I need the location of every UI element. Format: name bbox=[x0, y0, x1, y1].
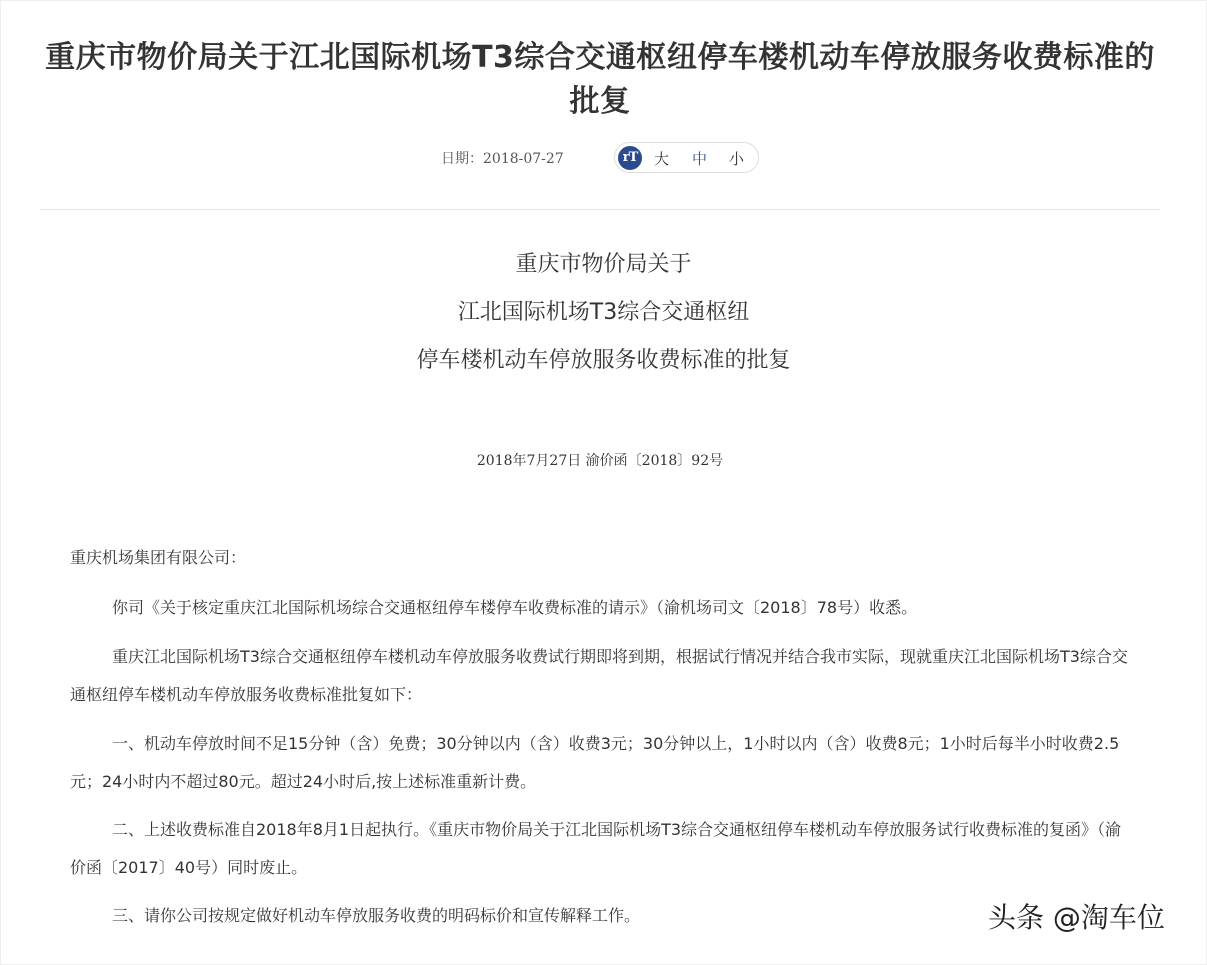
document-reference: 2018年7月27日 渝价函〔2018〕92号 bbox=[476, 453, 724, 469]
publish-date bbox=[441, 148, 564, 168]
doc-title-line-3: 停车楼机动车停放服务收费标准的批复 bbox=[416, 348, 791, 373]
body-paragraph-4: 二、上述收费标准自2018年8月1日起执行。《重庆市物价局关于江北国际机场T3综合交通枢纽停车楼机动车停放服务试行收费标准的复函》（渝价函〔2017〕40号）同时废止。 bbox=[70, 820, 1122, 877]
page-title: 重庆市物价局关于江北国际机场T3综合交通枢纽停车楼机动车停放服务收费标准的批复 bbox=[45, 40, 1155, 119]
header-divider bbox=[40, 209, 1160, 210]
font-size-control bbox=[614, 142, 759, 173]
date-value: 2018-07-27 bbox=[483, 151, 564, 167]
body-paragraph-1: 你司《关于核定重庆江北国际机场综合交通枢纽停车楼停车收费标准的请示》（渝机场司文〔2018〕78号）收悉。 bbox=[112, 598, 918, 617]
text-size-icon: rT bbox=[618, 146, 642, 170]
body-paragraph-2: 重庆江北国际机场T3综合交通枢纽停车楼机动车停放服务收费试行期即将到期，根据试行情况并结合我市实际，现就重庆江北国际机场T3综合交通枢纽停车楼机动车停放服务收费标准批复如下： bbox=[70, 647, 1128, 704]
doc-title-line-1: 重庆市物价局关于 bbox=[515, 252, 692, 277]
doc-title-line-2: 江北国际机场T3综合交通枢纽 bbox=[457, 300, 750, 325]
watermark: 头条 @淘车位 bbox=[988, 901, 1165, 934]
recipient-line: 重庆机场集团有限公司： bbox=[70, 548, 247, 567]
font-size-small-button[interactable]: 小 bbox=[729, 150, 745, 168]
font-size-large-button[interactable]: 大 bbox=[654, 150, 670, 168]
font-size-medium-button[interactable]: 中 bbox=[692, 150, 708, 168]
date-label: 日期： bbox=[441, 151, 483, 167]
body-paragraph-3: 一、机动车停放时间不足15分钟（含）免费；30分钟以内（含）收费3元；30分钟以上，1小时以内（含）收费8元；1小时后每半小时收费2.5元；24小时内不超过80元。超过24小时后,按上述标准重新计费。 bbox=[70, 734, 1120, 791]
article-meta bbox=[0, 142, 1207, 174]
body-paragraph-5: 三、请你公司按规定做好机动车停放服务收费的明码标价和宣传解释工作。 bbox=[112, 906, 641, 925]
